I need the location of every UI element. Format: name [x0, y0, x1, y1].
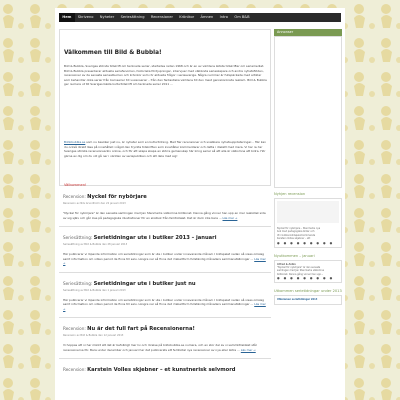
intro-paragraph-1: Bild & Bubbla, Sveriges största tidskrift om tecknade serier, startades redan 1968 och är en av världens äldsta tidskrifter om seriemediet. Bild & Bubbla presenterar aktuella seriefenomen, historiska fördjupningar, intervjuer med välkända serieskapare och andra nyhetsflöden, recensioner av de senaste seriealbumen och krönikor som rör aktuella frågor i seriesverige. Några nummer är fullspäckade med artiklar som behandlar olika serier från barnserier till vuxenserier – från den fantastiska världens till den mest genrekonkreta realism. Bild & Bubbla ger numera ut till Sveriges bästa kulturtidskrift om tecknade serier 2011 ...: [64, 64, 267, 87]
post-title[interactable]: Seriesättning: Serietidningar ute i butiker 2013 – januari: [63, 235, 217, 241]
post-excerpt: "Nyckel för nybörjare" är den senaste samlingen med Jan Stenmarks välkomna bildkonst. Denna gång vinner han upp en mer realistisk sida av sig själv och går loss på pedagogiska illustrationer för en skolbok från femtiotalet. Det är dock inte bara ... Läs mer →: [63, 211, 266, 220]
news-widget: [274, 198, 342, 248]
main-nav: [59, 13, 341, 22]
news-line[interactable]: Ut i butiker-bildspelet kommande: [277, 233, 316, 237]
news-line[interactable]: Karstein Volles skjebner – ett: [277, 237, 311, 241]
post-meta: Seriesättning av Bild & Bubbla den 1 januari 2013: [63, 288, 126, 292]
intro-box: [59, 29, 271, 186]
post-excerpt: Vi hoppas att ni har märkt att det är befolkligt mer liv och rörelse på bildobubbla.se numera, och en stor del av vi sammlitliskälet står recensionerna för. Bara under december och januari har det publicerats ett femtiotal nya recensioner av nya eller äldre ... Läs mer →: [63, 343, 257, 352]
ad-space: [274, 36, 342, 188]
sidebar: [274, 29, 342, 305]
post-title[interactable]: Seriesättning: Serietidningar ute i butiker just nu: [63, 280, 196, 287]
new-line[interactable]: Alfred & Anbix: [277, 262, 296, 266]
read-more-link[interactable]: Läs mer →: [63, 256, 266, 265]
post: [59, 367, 271, 379]
nav-item-hem[interactable]: Hem: [59, 13, 75, 22]
new-line: bildkonst. Denna gång vinner han upp...: [277, 272, 324, 276]
nav-item-nyheter[interactable]: Nyheter: [99, 15, 115, 19]
slider-dots[interactable]: ● ● ● ● ● ● ● ● ●: [277, 276, 334, 281]
intro-paragraph-2-text: som nu besöker just nu, är nyheter som en kulturtidning. Med fler recensioner och snabbare nyhetsuppdateringar... Här kan du också direkt läsa på innehållet i något den tryckta tidskriften som innehåller kommentarer och detta i diskett med mera. Vi har nu tar Sveriges största recensionsarkiv online, och för att skapa skapa en större gemenskap här kring serier så att alla är välkomna att bidra. Hör gärna av dig om du vill gå ner i världen av seriepubliken och att dela med sig!: [64, 140, 266, 158]
post-meta: Recension av Nils Grundholm den 22 januari 2013: [63, 202, 126, 205]
post-title[interactable]: Recension: Karstein Volles skjebner – et kunstnerisk selvmord: [63, 367, 236, 373]
nav-item-skriveno[interactable]: Skriveno: [77, 15, 94, 19]
bottom-link[interactable]: Utkommen serietidningar 2013: [277, 298, 318, 302]
intro-paragraph-2: [64, 140, 267, 158]
post: [59, 326, 271, 359]
new-line: samlingen med Jan Stenmarks välkomna: [277, 269, 324, 273]
site-link[interactable]: Bildobubbla.se: [64, 140, 86, 144]
sidebar-ads-header: Annonser: [274, 29, 342, 36]
post-meta: Recension av Bild & Bubbla den 12 januari 2013: [63, 334, 124, 337]
post: [59, 281, 271, 319]
news-line[interactable]: bok med pedagogiska bilder och: [277, 230, 315, 234]
intro-title: Välkommen till Bild & Bubbla!: [64, 50, 162, 56]
welcome-text: Välkommen!: [64, 183, 87, 187]
post-title[interactable]: Recension: Nyckel för nybörjare: [63, 194, 147, 200]
news-line[interactable]: Nyckel för nybörjare – Stenmarks nya: [277, 227, 321, 230]
post-excerpt: Här publicerar vi löpande information om serietidningar som är ute i butiker under innevarande månad. I bildspelet nedan så visas omslag samt information om vilken period de finns till salu. Längre ner så finns det i tabellform fullständig månaders sammanställningar ... Läs mer →: [63, 297, 266, 311]
post-meta: Seriesättning av Bild & Bubbla den 28 januari 2013: [63, 243, 128, 246]
sidebar-bottom-title: Utkommen serietidningar under 2013: [274, 289, 342, 294]
news-image-placeholder[interactable]: [277, 201, 339, 223]
nav-item-amnen[interactable]: Ämnen: [200, 15, 214, 19]
nav-item-kronikor[interactable]: Krönikor: [179, 15, 195, 19]
nav-item-seriesattning[interactable]: Seriesättning: [120, 15, 145, 19]
page-wrapper: [55, 8, 345, 400]
nav-item-om[interactable]: Om B&B: [234, 15, 250, 19]
new-line: "Nyckel för nybörjare" är den senaste: [277, 266, 321, 270]
slider-dots[interactable]: ● ● ● ● ● ● ● ● ●: [277, 240, 334, 245]
nav-item-intro[interactable]: Intro: [219, 15, 228, 19]
read-more-link[interactable]: Läs mer →: [222, 215, 238, 220]
post-title[interactable]: Recension: Nu är det full fart på Recensionerna!: [63, 326, 195, 332]
post: [59, 235, 271, 273]
read-more-link[interactable]: Läs mer →: [63, 302, 266, 311]
read-more-link[interactable]: Läs mer →: [240, 347, 256, 352]
post-excerpt: Här publicerar vi löpande information om serietidningar som är ute i butiker under innevarande månad. I bildspelet nedan så visas omslag samt information om vilken period de finns till salu. Längre ner så finns det i tabellform fullständig månaders sammanställningar ... Läs mer →: [63, 252, 266, 265]
post: [59, 194, 271, 227]
new-widget: [274, 260, 342, 284]
sidebar-news-title: Nyhjen recension: [274, 192, 306, 196]
main-content: [59, 29, 271, 379]
sidebar-new-title: Nyutkommen – januari: [274, 253, 315, 258]
bottom-widget: [274, 295, 342, 304]
nav-item-recensioner[interactable]: Recensioner: [150, 15, 173, 19]
